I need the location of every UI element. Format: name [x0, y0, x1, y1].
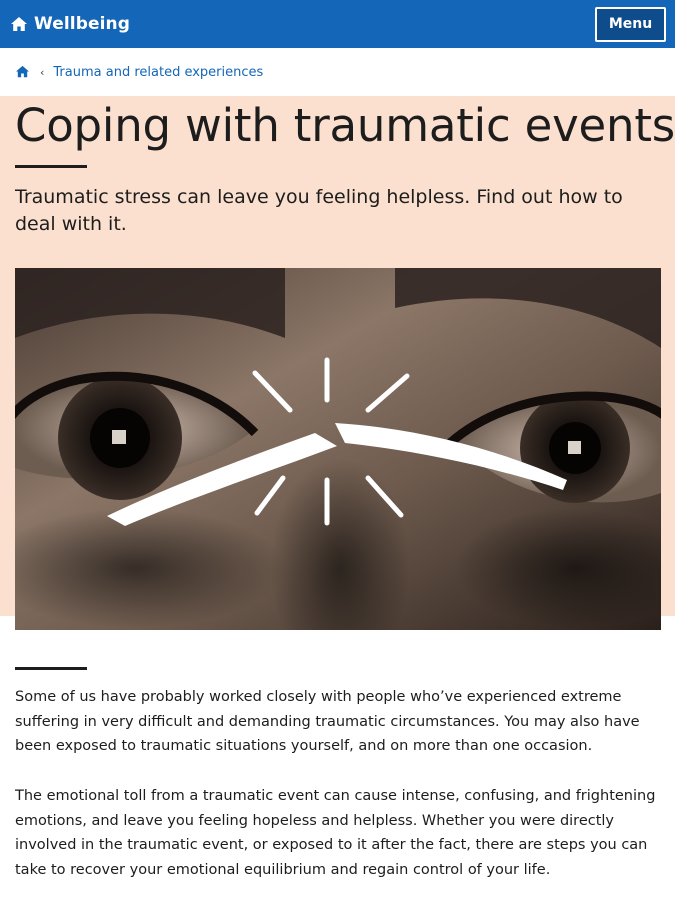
home-icon	[15, 65, 30, 78]
home-link[interactable]	[10, 14, 130, 34]
section-divider	[15, 667, 87, 670]
home-icon	[10, 16, 28, 32]
site-title: Wellbeing	[34, 14, 131, 34]
top-navigation-bar	[0, 0, 675, 48]
page-lede: Traumatic stress can leave you feeling helpless. Find out how to deal with it.	[15, 186, 623, 235]
breadcrumb	[0, 48, 675, 96]
breadcrumb-link-trauma[interactable]: Trauma and related experiences	[53, 64, 264, 80]
hero-image-eyes	[15, 268, 661, 630]
breadcrumb-separator: ‹	[40, 65, 45, 79]
intro-paragraph: Some of us have probably worked closely with people who’ve experienced extreme suffering in very difficult and demanding traumatic circumstances. You may also have been exposed to traumatic situations yourself, and on more than one occasion.	[15, 689, 640, 754]
page-title: Coping with traumatic events	[15, 99, 675, 152]
breadcrumb-home-link[interactable]	[15, 63, 30, 82]
menu-button[interactable]: Menu	[595, 7, 666, 42]
title-underline	[15, 165, 87, 168]
body-paragraph: The emotional toll from a traumatic event can cause intense, confusing, and frightening emotions, and leave you feeling hopeless and helpless. Whether you were directly involved in the traumatic event, or exposed to it after the fact, there are steps you can take to recover your emotional equilibrium and regain control of your life.	[15, 788, 656, 878]
